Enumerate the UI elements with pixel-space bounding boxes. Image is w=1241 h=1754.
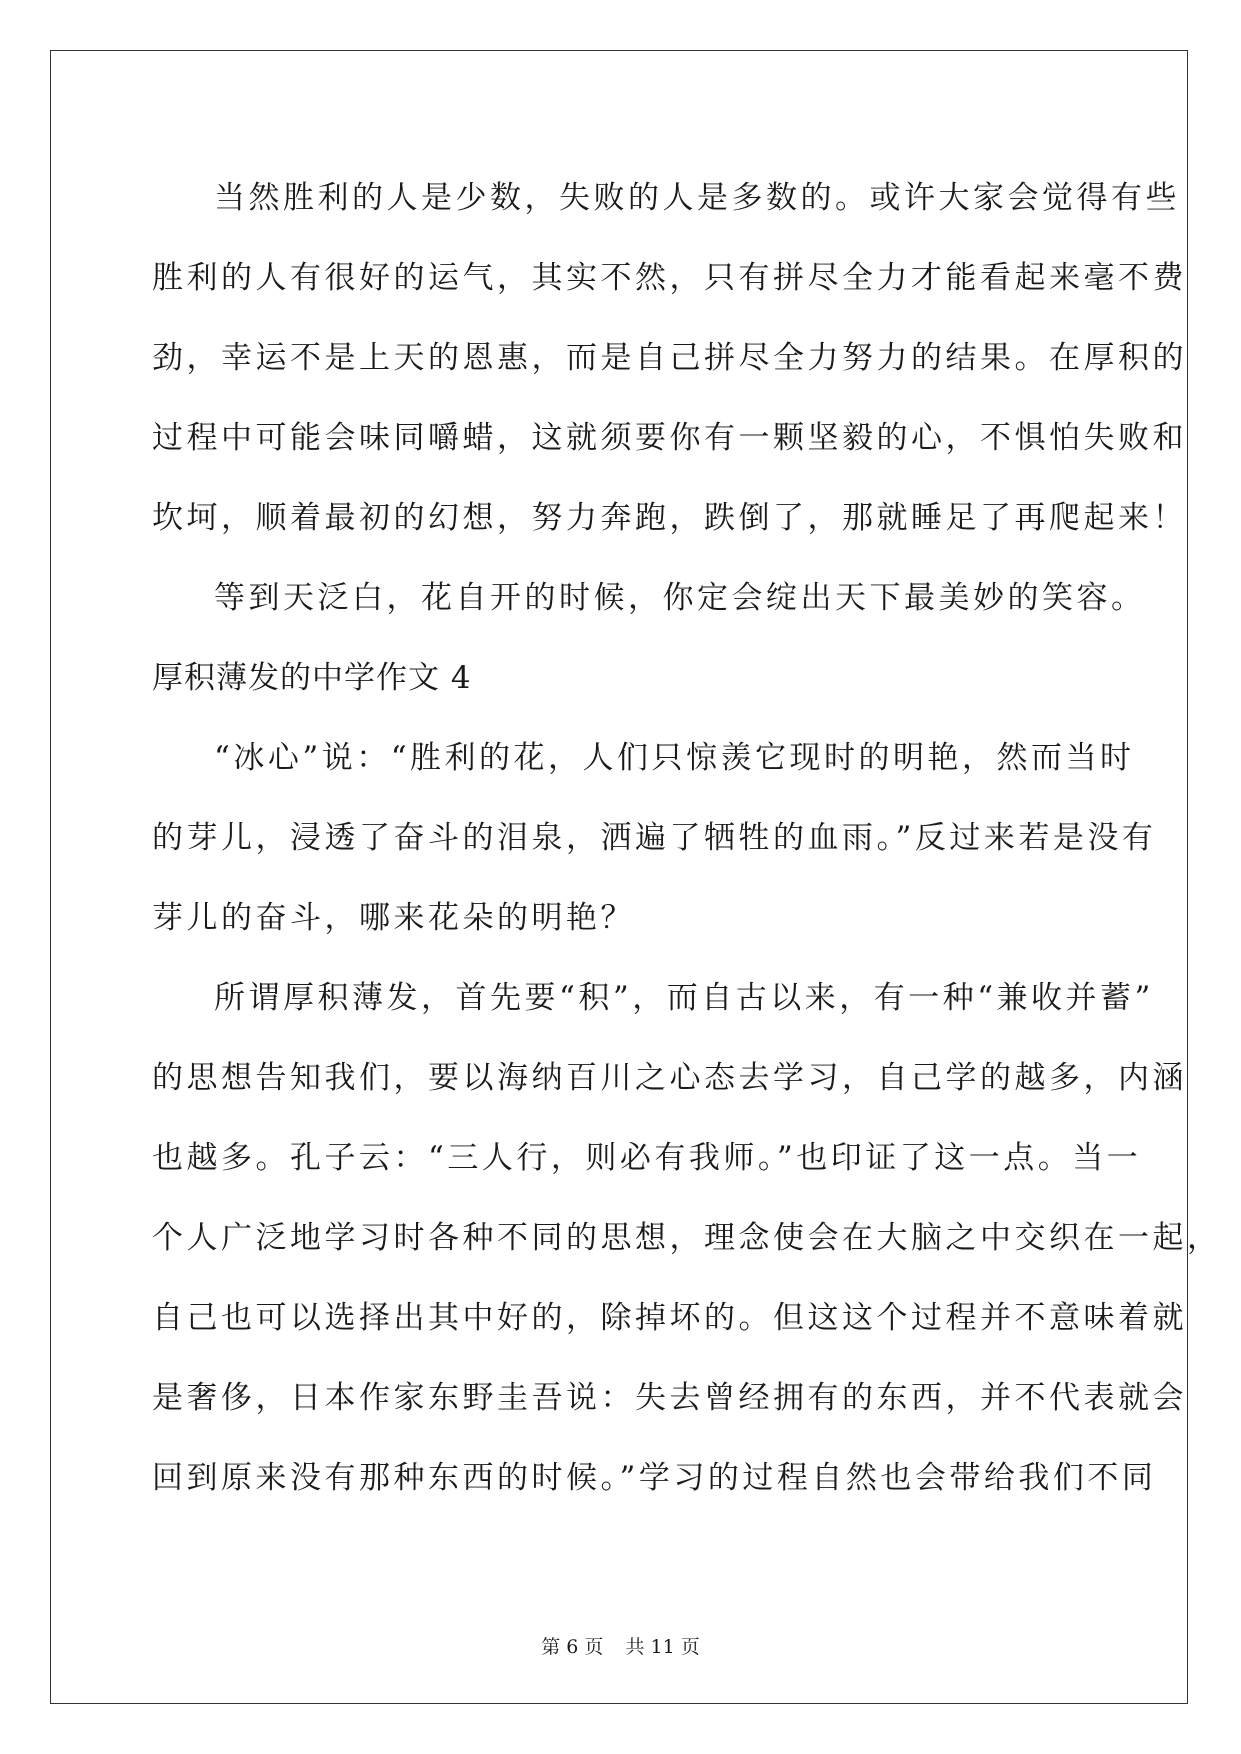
- document-body: [152, 158, 1222, 1518]
- paragraph: [152, 958, 1222, 1518]
- paragraph: [152, 718, 1157, 958]
- text-line: 胜利的人有很好的运气，其实不然，只有拼尽全力才能看起来毫不费: [152, 260, 1187, 296]
- text-line: 所谓厚积薄发，首先要“积”，而自古以来，有一种“兼收并蓄”: [214, 980, 1154, 1016]
- text-line: 是奢侈，日本作家东野圭吾说：失去曾经拥有的东西，并不代表就会: [152, 1380, 1187, 1416]
- page-total: 共 11 页: [625, 1636, 700, 1658]
- text-line: 过程中可能会味同嚼蜡，这就须要你有一颗坚毅的心，不惧怕失败和: [152, 420, 1187, 456]
- text-line: 回到原来没有那种东西的时候。”学习的过程自然也会带给我们不同: [152, 1460, 1157, 1496]
- text-line: 的思想告知我们，要以海纳百川之心态去学习，自己学的越多，内涵: [152, 1060, 1187, 1096]
- text-line: 等到天泛白，花自开的时候，你定会绽出天下最美妙的笑容。: [214, 580, 1146, 616]
- section-heading: [152, 638, 1092, 718]
- text-line: 当然胜利的人是少数，失败的人是多数的。或许大家会觉得有些: [214, 180, 1180, 216]
- text-line: 也越多。孔子云：“三人行，则必有我师。”也印证了这一点。当一: [152, 1140, 1142, 1176]
- text-line: 芽儿的奋斗，哪来花朵的明艳？: [152, 900, 635, 936]
- paragraph: [152, 558, 1146, 638]
- text-line: 自己也可以选择出其中好的，除掉坏的。但这这个过程并不意味着就: [152, 1300, 1187, 1336]
- text-line: 劲，幸运不是上天的恩惠，而是自己拼尽全力努力的结果。在厚积的: [152, 340, 1187, 376]
- text-line: 的芽儿，浸透了奋斗的泪泉，洒遍了牺牲的血雨。”反过来若是没有: [152, 820, 1157, 856]
- text-line: 个人广泛地学习时各种不同的思想，理念使会在大脑之中交织在一起，: [152, 1220, 1222, 1256]
- text-line: “冰心”说：“胜利的花，人们只惊羡它现时的明艳，然而当时: [214, 740, 1135, 776]
- heading-text: 厚积薄发的中学作文 4: [152, 660, 472, 696]
- paragraph: [152, 158, 1187, 558]
- page-footer: [0, 1632, 1241, 1659]
- page-number: 第 6 页: [541, 1636, 604, 1658]
- text-line: 坎坷，顺着最初的幻想，努力奔跑，跌倒了，那就睡足了再爬起来！: [152, 500, 1187, 536]
